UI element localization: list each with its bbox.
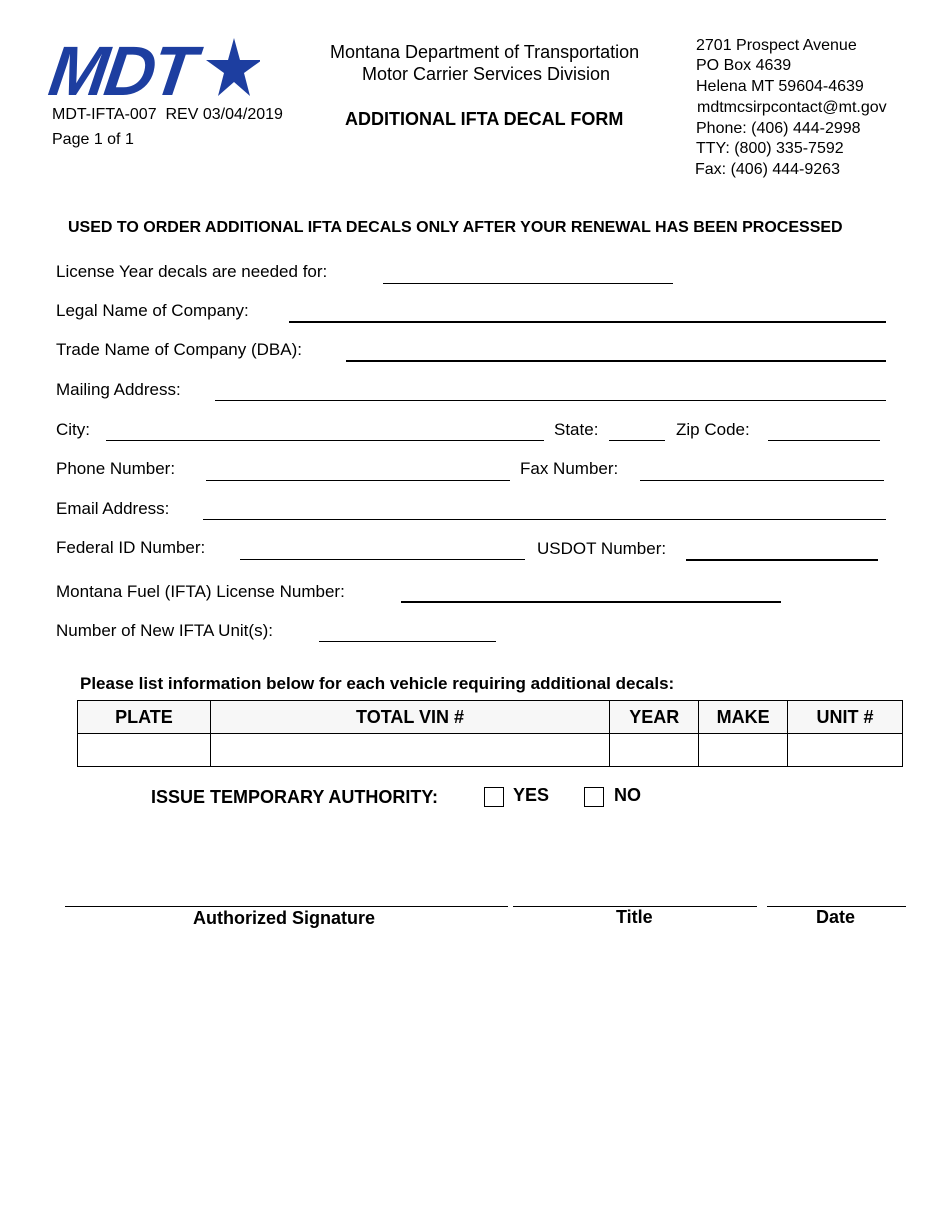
signature-line[interactable] [65,906,508,907]
form-revision: REV 03/04/2019 [165,106,283,123]
vehicle-table [77,700,903,767]
temp-authority-no-checkbox[interactable] [584,787,604,807]
division-name: Motor Carrier Services Division [362,64,611,84]
unit-cell[interactable] [788,734,903,767]
vehicle-instruction: Please list information below for each vehicle requiring additional decals: [80,674,675,693]
federal-id-label: Federal ID Number: [56,538,206,557]
form-title: ADDITIONAL IFTA DECAL FORM [345,109,624,129]
form-id [52,105,283,125]
legal-name-field[interactable] [289,321,886,323]
col-make: MAKE [699,701,788,734]
form-number: MDT-IFTA-007 [52,106,157,123]
col-total-vin: TOTAL VIN # [210,701,609,734]
mdt-logo [44,32,260,110]
year-cell[interactable] [610,734,699,767]
logo-text: MDT [44,32,199,110]
city-label: City: [56,420,90,439]
table-row [78,734,903,767]
state-label: State: [554,420,599,439]
contact-fax: Fax: (406) 444-9263 [695,161,840,178]
plate-cell[interactable] [78,734,211,767]
contact-email[interactable]: mdtmcsirpcontact@mt.gov [697,99,887,116]
contact-po-box: PO Box 4639 [696,57,792,74]
vehicle-table-header [78,701,903,734]
fax-label: Fax Number: [520,459,619,478]
usdot-field[interactable] [686,559,878,561]
license-year-field[interactable] [383,283,673,284]
trade-name-field[interactable] [346,360,886,362]
signature-label: Authorized Signature [193,908,376,928]
department-name: Montana Department of Transportation [330,42,640,62]
temp-authority-yes-label: YES [513,785,550,805]
page-number: Page 1 of 1 [52,131,134,148]
trade-name-label: Trade Name of Company (DBA): [56,340,302,359]
state-field[interactable] [609,440,665,441]
license-year-label: License Year decals are needed for: [56,262,328,281]
zip-field[interactable] [768,440,880,441]
phone-field[interactable] [206,480,510,481]
email-field[interactable] [203,519,886,520]
ifta-license-label: Montana Fuel (IFTA) License Number: [56,582,345,601]
usdot-label: USDOT Number: [537,539,667,558]
zip-label: Zip Code: [676,420,750,439]
contact-street: 2701 Prospect Avenue [696,37,857,54]
federal-id-field[interactable] [240,559,525,560]
temp-authority-no-label: NO [614,785,641,805]
make-cell[interactable] [699,734,788,767]
ifta-license-field[interactable] [401,601,781,603]
email-label: Email Address: [56,499,170,518]
notice-banner: USED TO ORDER ADDITIONAL IFTA DECALS ONLY AFTER YOUR RENEWAL HAS BEEN PROCESSED [68,219,843,236]
city-field[interactable] [106,440,544,441]
phone-label: Phone Number: [56,459,176,478]
legal-name-label: Legal Name of Company: [56,301,249,320]
col-unit: UNIT # [788,701,903,734]
mailing-address-field[interactable] [215,400,886,401]
new-units-label: Number of New IFTA Unit(s): [56,621,273,640]
temp-authority-yes-checkbox[interactable] [484,787,504,807]
fax-field[interactable] [640,480,884,481]
date-label: Date [816,907,856,927]
contact-tty: TTY: (800) 335-7592 [696,140,844,157]
contact-phone: Phone: (406) 444-2998 [696,120,861,137]
col-year: YEAR [610,701,699,734]
title-label: Title [616,907,653,927]
mailing-address-label: Mailing Address: [56,380,181,399]
temp-authority-label: ISSUE TEMPORARY AUTHORITY: [151,787,439,807]
contact-city: Helena MT 59604-4639 [696,78,864,95]
new-units-field[interactable] [319,641,496,642]
vin-cell[interactable] [210,734,609,767]
col-plate: PLATE [78,701,211,734]
